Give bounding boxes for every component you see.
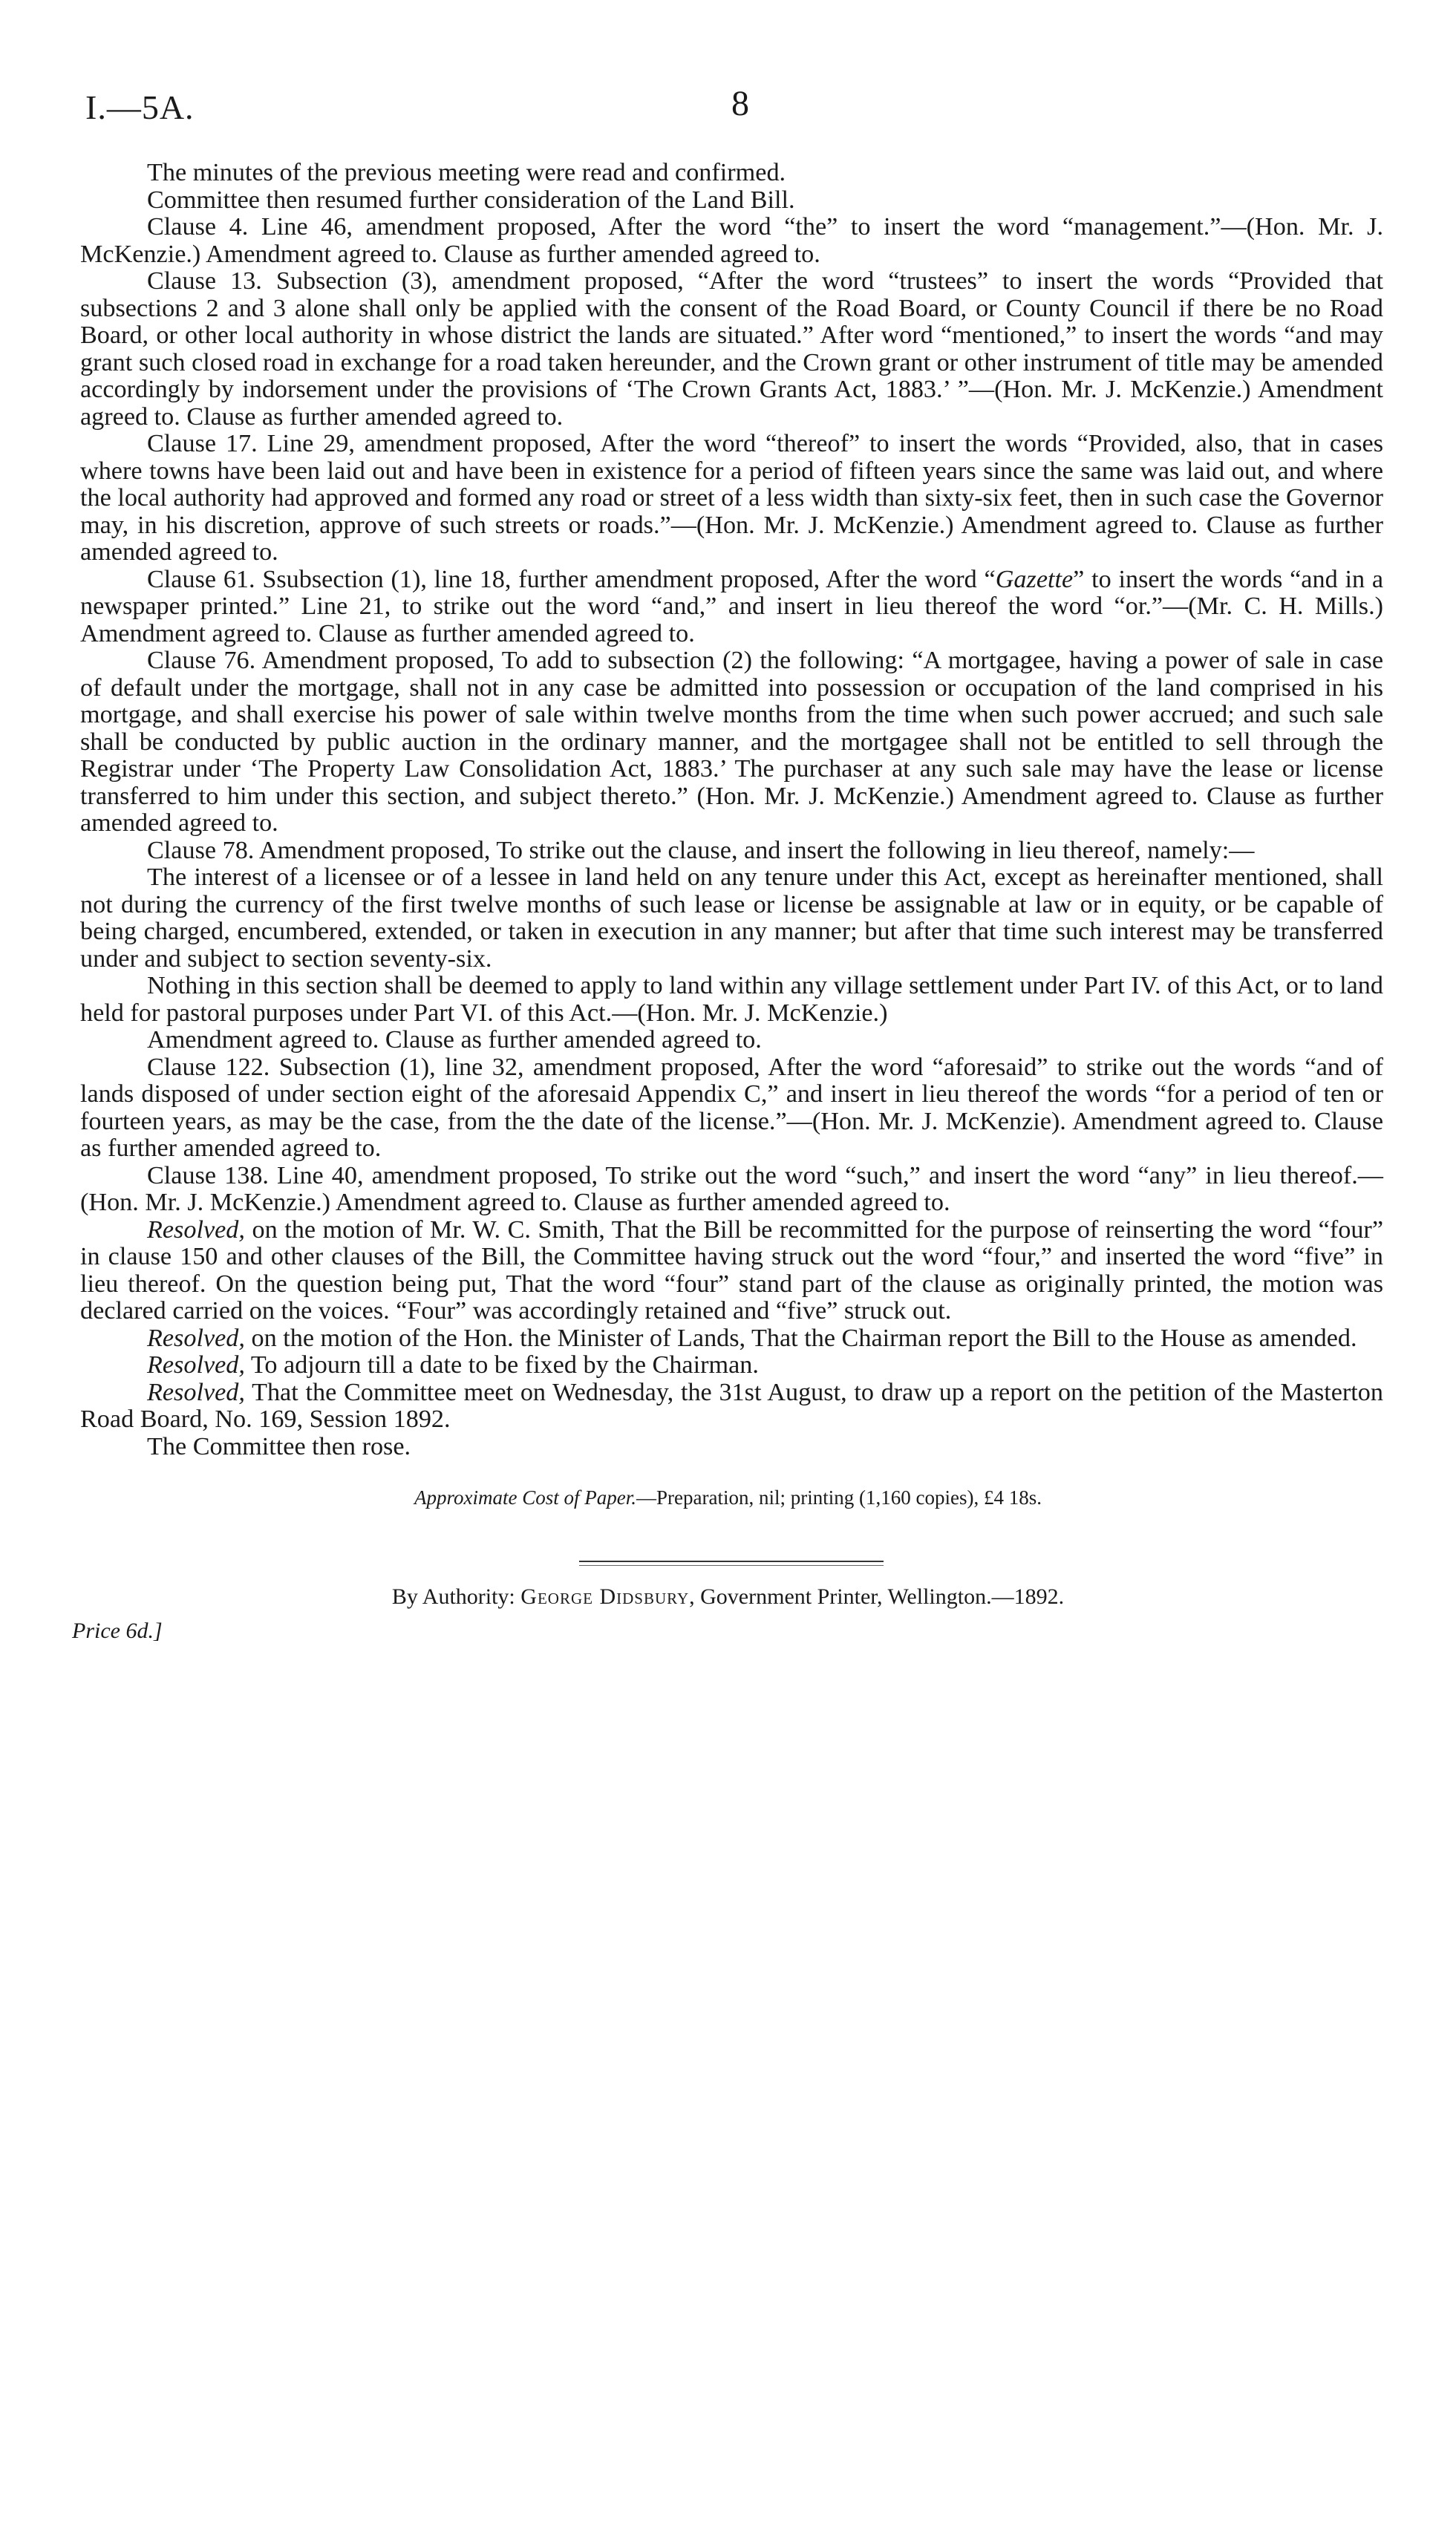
resolution-text: on the motion of Mr. W. C. Smith, That the Bill be recommitted for the purpose of reinserting the word “four” in clause 150 and other clauses of the Bill, the Committee having struck out the word “four,” and inserted the word “five” in lieu thereof. On the question being put, That the word “four” stand part of the clause as originally printed, the motion was declared carried on the voices. “Four” was accordingly retained and “five” struck out. bbox=[80, 1215, 1383, 1325]
resolved-label: Resolved, bbox=[147, 1351, 245, 1379]
clause-61-text-start: Clause 61. Ssubsection (1), line 18, further amendment proposed, After the word “ bbox=[147, 565, 996, 593]
cost-text: —Preparation, nil; printing (1,160 copies), £4 18s. bbox=[636, 1486, 1042, 1509]
clause-61-text-end: ” to insert the words “and in a newspaper printed.” Line 21, to strike out the word “and,” and insert in lieu thereof the word “or.”—(Mr. C. H. Mills.) Amendment agreed to. Clause as further amended agreed to. bbox=[80, 565, 1383, 647]
paragraph-committee-resumed: Committee then resumed further consideration of the Land Bill. bbox=[147, 186, 795, 214]
paragraph-clause-61 bbox=[80, 566, 1383, 648]
page-number: 8 bbox=[731, 84, 749, 123]
paragraph-clause-138: Clause 138. Line 40, amendment proposed, To strike out the word “such,” and insert the word “any” in lieu thereof.—(Hon. Mr. J. McKenzie.) Amendment agreed to. Clause as further amended agreed to. bbox=[80, 1161, 1383, 1216]
minutes-body bbox=[80, 160, 1383, 1460]
printer-name: George Didsbury bbox=[520, 1584, 690, 1609]
authority-suffix: , Government Printer, Wellington.—1892. bbox=[689, 1584, 1065, 1609]
paragraph-clause-13: Clause 13. Subsection (3), amendment proposed, “After the word “trustees” to insert the words “Provided that subsections 2 and 3 alone shall only be applied with the consent of the Road Board, or County Council if there be no Road Board, or other local authority in whose district the lands are situated.” After word “mentioned,” to insert the words “and may grant such closed road in exchange for a road taken hereunder, and the Crown grant or other instrument of title may be amended accordingly by indorsement under the provisions of ‘The Crown Grants Act, 1883.’ ”—(Hon. Mr. J. McKenzie.) Amendment agreed to. Clause as further amended agreed to. bbox=[80, 267, 1383, 431]
resolved-label: Resolved, bbox=[147, 1324, 245, 1352]
paragraph-village-settlement: Nothing in this section shall be deemed to apply to land within any village settlement under Part IV. of this Act, or to land held for pastoral purposes under Part VI. of this Act.—(Hon. Mr. J. McKenzie.) bbox=[80, 972, 1383, 1027]
paragraph-clause-17: Clause 17. Line 29, amendment proposed, After the word “thereof” to insert the words “Provided, also, that in cases where towns have been laid out and have been in existence for a period of fifteen years since the same was laid out, and where the local authority had approved and formed any road or street of a less width than sixty-six feet, then in such case the Governor may, in his discretion, approve of such streets or roads.”—(Hon. Mr. J. McKenzie.) Amendment agreed to. Clause as further amended agreed to. bbox=[80, 430, 1383, 566]
resolution-text: To adjourn till a date to be fixed by the Chairman. bbox=[244, 1351, 759, 1379]
paragraph-amendment-agreed: Amendment agreed to. Clause as further amended agreed to. bbox=[147, 1026, 762, 1054]
gazette-word: Gazette bbox=[995, 565, 1074, 593]
resolution-report bbox=[80, 1325, 1383, 1353]
paragraph-clause-122: Clause 122. Subsection (1), line 32, amendment proposed, After the word “aforesaid” to strike out the words “and of lands disposed of under section eight of the aforesaid Appendix C,” and insert in lieu thereof the words “for a period of ten or fourteen years, as may be the case, from the the date of the license.”—(Hon. Mr. J. McKenzie). Amendment agreed to. Clause as further amended agreed to. bbox=[80, 1053, 1383, 1162]
resolution-text: That the Committee meet on Wednesday, the 31st August, to draw up a report on the petition of the Masterton Road Board, No. 169, Session 1892. bbox=[80, 1378, 1383, 1433]
paragraph-licensee-interest: The interest of a licensee or of a lessee in land held on any tenure under this Act, except as hereinafter mentioned, shall not during the currency of the first twelve months of such lease or license be assignable at law or in equity, or be capable of being charged, encumbered, extended, or taken in execution in any manner; but after that time such interest may be transferred under and subject to section seventy-six. bbox=[80, 863, 1383, 973]
resolved-label: Resolved, bbox=[147, 1215, 245, 1244]
paragraph-clause-76: Clause 76. Amendment proposed, To add to subsection (2) the following: “A mortgagee, having a power of sale in case of default under the mortgage, shall not in any case be admitted into possession or occupation of the land comprised in his mortgage, and shall exercise his power of sale within twelve months from the time when such power accrued; and such sale shall be conducted by public auction in the ordinary manner, and the mortgagee shall not be entitled to sell through the Registrar under ‘The Property Law Consolidation Act, 1883.’ The purchaser at any such sale may have the lease or license transferred to him under this section, and subject thereto.” (Hon. Mr. J. McKenzie.) Amendment agreed to. Clause as further amended agreed to. bbox=[80, 647, 1383, 837]
paragraph-clause-4: Clause 4. Line 46, amendment proposed, After the word “the” to insert the word “management.”—(Hon. Mr. J. McKenzie.) Amendment agreed to. Clause as further amended agreed to. bbox=[80, 213, 1383, 268]
cost-of-paper bbox=[0, 1486, 1456, 1509]
printer-authority bbox=[0, 1584, 1456, 1610]
cost-label: Approximate Cost of Paper. bbox=[414, 1486, 637, 1509]
resolution-meeting bbox=[80, 1379, 1383, 1434]
footer-divider bbox=[579, 1561, 884, 1562]
authority-prefix: By Authority: bbox=[391, 1584, 521, 1609]
paragraph-committee-rose: The Committee then rose. bbox=[147, 1432, 411, 1460]
resolved-label: Resolved, bbox=[147, 1378, 245, 1406]
resolution-recommit bbox=[80, 1217, 1383, 1325]
footer-divider-thin bbox=[579, 1565, 884, 1566]
price-label: Price 6d.] bbox=[72, 1619, 163, 1643]
document-reference: I.—5A. bbox=[85, 88, 195, 126]
paragraph-minutes-confirmed: The minutes of the previous meeting were read and confirmed. bbox=[147, 159, 786, 186]
paragraph-clause-78: Clause 78. Amendment proposed, To strike out the clause, and insert the following in lieu thereof, namely:— bbox=[147, 836, 1255, 864]
resolution-adjourn bbox=[80, 1352, 1383, 1379]
resolution-text: on the motion of the Hon. the Minister of Lands, That the Chairman report the Bill to the House as amended. bbox=[244, 1324, 1357, 1352]
